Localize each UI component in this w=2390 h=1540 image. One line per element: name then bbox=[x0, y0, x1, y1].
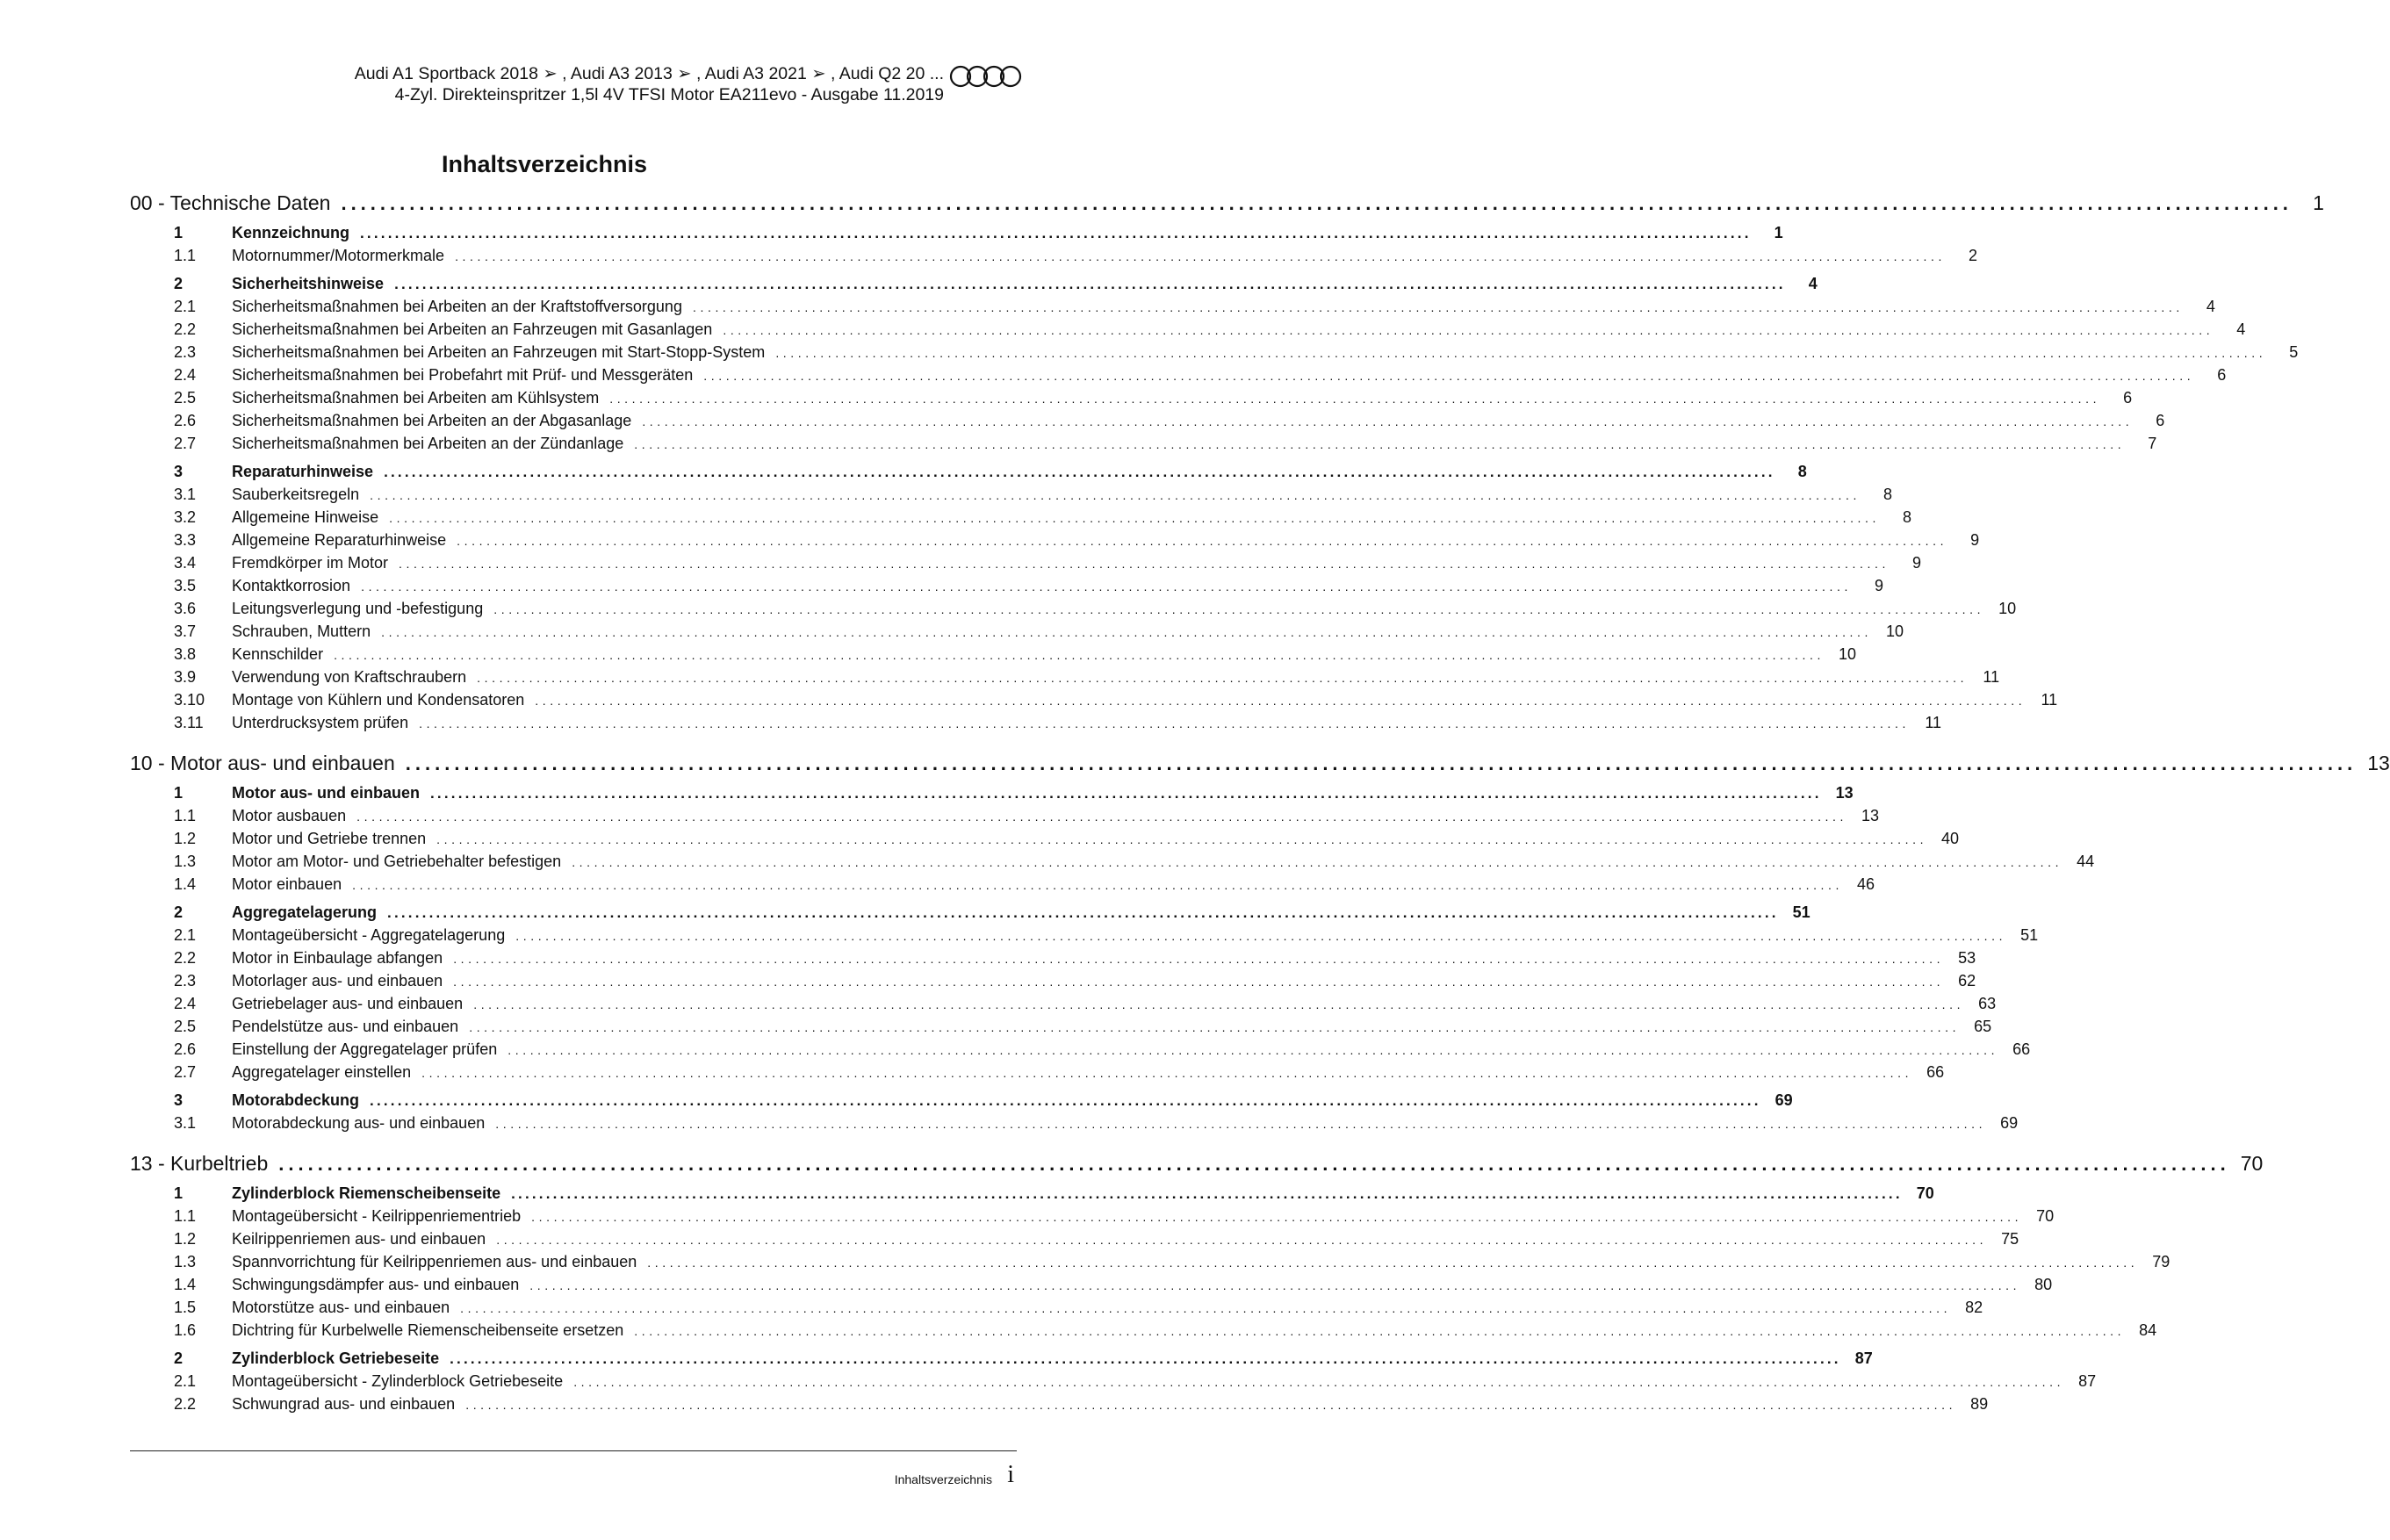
dot-leader: ........................................................................................................................................................................................................ bbox=[278, 1153, 2230, 1175]
toc-entry-label: Motornummer/Motormerkmale bbox=[232, 247, 445, 264]
toc-entry-label: Motorlager aus- und einbauen bbox=[232, 972, 443, 989]
toc-entry-sub[interactable] bbox=[130, 366, 2227, 385]
header-line-1: Audi A1 Sportback 2018 ➢ , Audi A3 2013 ➢ , Audi A3 2021 ➢ , Audi Q2 20 ... bbox=[354, 64, 944, 83]
dot-leader: ........................................................................................................................................................................................................ bbox=[421, 1066, 1913, 1080]
toc-entry-number: 1.2 bbox=[174, 1230, 197, 1248]
dot-leader: ........................................................................................................................................................................................................ bbox=[723, 323, 2214, 337]
toc-entry-page: 51 bbox=[2020, 926, 2039, 944]
toc-entry-label: Getriebelager aus- und einbauen bbox=[232, 995, 464, 1012]
toc-entry-section[interactable] bbox=[130, 784, 1854, 802]
toc-entry-label: Montageübersicht - Aggregatelagerung bbox=[232, 926, 506, 944]
toc-entry-number: 2.4 bbox=[174, 366, 197, 384]
toc-entry-sub[interactable] bbox=[130, 1040, 2031, 1059]
footer-label: Inhaltsverzeichnis bbox=[894, 1472, 992, 1486]
toc-entry-number: 1.1 bbox=[174, 1207, 197, 1225]
dot-leader: ........................................................................................................................................................................................................ bbox=[511, 1185, 1903, 1202]
dot-leader: ........................................................................................................................................................................................................ bbox=[430, 785, 1822, 802]
toc-entry-number: 2.7 bbox=[174, 435, 197, 452]
toc-entry-page: 1 bbox=[2313, 191, 2324, 214]
toc-entry-sub[interactable] bbox=[130, 691, 2058, 709]
dot-leader: ........................................................................................................................................................................................................ bbox=[457, 534, 1948, 548]
toc-entry-label: Fremdkörper im Motor bbox=[232, 554, 389, 572]
toc-entry-section[interactable] bbox=[130, 463, 1807, 481]
toc-entry-number: 1.3 bbox=[174, 853, 197, 870]
toc-entry-sub[interactable] bbox=[130, 645, 1856, 664]
toc-entry-label: Aggregatelager einstellen bbox=[232, 1063, 412, 1081]
toc-entry-chapter[interactable] bbox=[130, 191, 2324, 215]
toc-entry-label: Allgemeine Hinweise bbox=[232, 508, 379, 526]
toc-entry-label: Kennzeichnung bbox=[232, 224, 349, 241]
toc-entry-page: 9 bbox=[1875, 577, 1884, 594]
toc-entry-sub[interactable] bbox=[130, 714, 1942, 732]
toc-entry-sub[interactable] bbox=[130, 298, 2215, 316]
toc-entry-page: 84 bbox=[2139, 1321, 2157, 1339]
toc-entry-page: 4 bbox=[1808, 275, 1818, 292]
toc-entry-page: 70 bbox=[2036, 1207, 2055, 1225]
dot-leader: ........................................................................................................................................................................................................ bbox=[692, 300, 2184, 314]
toc-entry-page: 7 bbox=[2148, 435, 2157, 452]
toc-entry-page: 11 bbox=[1983, 668, 2000, 686]
toc-entry-label: Reparaturhinweise bbox=[232, 463, 374, 480]
toc-entry-label: Aggregatelagerung bbox=[232, 903, 378, 921]
toc-entry-sub[interactable] bbox=[130, 577, 1884, 595]
toc-entry-label: Kontaktkorrosion bbox=[232, 577, 351, 594]
toc-entry-label: Sicherheitshinweise bbox=[232, 275, 385, 292]
dot-leader: ........................................................................................................................................................................................................ bbox=[405, 752, 2358, 774]
toc-entry-label: Motor aus- und einbauen bbox=[232, 784, 420, 802]
toc-entry-number: 2.1 bbox=[174, 298, 197, 315]
toc-entry-number: 1 bbox=[174, 1184, 184, 1202]
dot-leader: ........................................................................................................................................................................................................ bbox=[436, 832, 1928, 846]
toc-entry-section[interactable] bbox=[130, 224, 1783, 242]
toc-entry-sub[interactable] bbox=[130, 343, 2299, 362]
toc-entry-number: 3.1 bbox=[174, 1114, 197, 1132]
toc-entry-number: 3.3 bbox=[174, 531, 197, 549]
header-line-2: 4-Zyl. Direkteinspritzer 1,5l 4V TFSI Motor EA211evo - Ausgabe 11.2019 bbox=[394, 85, 944, 104]
dot-leader: ........................................................................................................................................................................................................ bbox=[531, 1210, 2023, 1224]
dot-leader: ........................................................................................................................................................................................................ bbox=[334, 648, 1825, 662]
dot-leader: ........................................................................................................................................................................................................ bbox=[389, 511, 1881, 525]
toc-entry-number: 2.1 bbox=[174, 926, 197, 944]
toc-entry-sub[interactable] bbox=[130, 1372, 2097, 1391]
toc-entry-number: 1 bbox=[174, 224, 184, 241]
toc-entry-number: 1.4 bbox=[174, 875, 197, 893]
toc-entry-number: 1.6 bbox=[174, 1321, 197, 1339]
toc-entry-page: 46 bbox=[1857, 875, 1875, 893]
dot-leader: ........................................................................................................................................................................................................ bbox=[473, 997, 1965, 1011]
toc-entry-page: 8 bbox=[1883, 486, 1893, 503]
toc-entry-number: 3.7 bbox=[174, 622, 197, 640]
toc-entry-label: Montage von Kühlern und Kondensatoren bbox=[232, 691, 525, 709]
toc-entry-number: 1.1 bbox=[174, 807, 197, 824]
dot-leader: ........................................................................................................................................................................................................ bbox=[399, 557, 1890, 571]
toc-entry-page: 8 bbox=[1903, 508, 1912, 526]
toc-entry-label: Sicherheitsmaßnahmen bei Arbeiten an Fahrzeugen mit Gasanlagen bbox=[232, 320, 713, 338]
toc-entry-page: 4 bbox=[2236, 320, 2246, 338]
dot-leader: ........................................................................................................................................................................................................ bbox=[361, 579, 1853, 594]
toc-entry-label: Sicherheitsmaßnahmen bei Arbeiten am Kühlsystem bbox=[232, 389, 600, 407]
toc-entry-label: Motorstütze aus- und einbauen bbox=[232, 1299, 450, 1316]
toc-entry-sub[interactable] bbox=[130, 1207, 2055, 1226]
toc-entry-label: Sicherheitsmaßnahmen bei Arbeiten an Fahrzeugen mit Start-Stopp-System bbox=[232, 343, 766, 361]
toc-entry-sub[interactable] bbox=[130, 972, 1976, 990]
toc-entry-label: Spannvorrichtung für Keilrippenriemen aus- und einbauen bbox=[232, 1253, 637, 1270]
toc-entry-page: 62 bbox=[1958, 972, 1976, 989]
toc-entry-sub[interactable] bbox=[130, 247, 1977, 265]
toc-entry-page: 9 bbox=[1970, 531, 1980, 549]
toc-entry-number: 1 bbox=[174, 784, 184, 802]
toc-entry-page: 51 bbox=[1792, 903, 1810, 921]
toc-entry-section[interactable] bbox=[130, 275, 1818, 293]
toc-entry-number: 2 bbox=[174, 903, 184, 921]
toc-entry-section[interactable] bbox=[130, 1184, 1934, 1203]
toc-entry-page: 75 bbox=[2001, 1230, 2019, 1248]
dot-leader: ........................................................................................................................................................................................................ bbox=[352, 878, 1844, 892]
toc-entry-number: 1.3 bbox=[174, 1253, 197, 1270]
toc-entry-sub[interactable] bbox=[130, 486, 1893, 504]
dot-leader: ........................................................................................................................................................................................................ bbox=[370, 488, 1861, 502]
toc-entry-section[interactable] bbox=[130, 1349, 1873, 1368]
toc-entry-page: 65 bbox=[1974, 1018, 1992, 1035]
toc-entry-number: 3 bbox=[174, 1091, 184, 1109]
toc-entry-number: 2.6 bbox=[174, 412, 197, 429]
toc-entry-label: Kennschilder bbox=[232, 645, 324, 663]
toc-entry-sub[interactable] bbox=[130, 1321, 2157, 1340]
toc-entry-page: 89 bbox=[1970, 1395, 1989, 1413]
dot-leader: ........................................................................................................................................................................................................ bbox=[469, 1020, 1961, 1034]
toc-entry-sub[interactable] bbox=[130, 949, 1976, 968]
dot-leader: ........................................................................................................................................................................................................ bbox=[529, 1278, 2021, 1292]
toc-entry-label: 10 - Motor aus- und einbauen bbox=[130, 752, 395, 774]
toc-entry-sub[interactable] bbox=[130, 995, 1997, 1013]
dot-leader: ........................................................................................................................................................................................................ bbox=[356, 810, 1848, 824]
toc-entry-sub[interactable] bbox=[130, 412, 2165, 430]
toc-entry-page: 5 bbox=[2289, 343, 2299, 361]
toc-entry-label: Dichtring für Kurbelwelle Riemenscheibenseite ersetzen bbox=[232, 1321, 624, 1339]
toc-entry-sub[interactable] bbox=[130, 1063, 1945, 1082]
dot-leader: ........................................................................................................................................................................................................ bbox=[535, 694, 2026, 708]
toc-entry-label: Sicherheitsmaßnahmen bei Probefahrt mit Prüf- und Messgeräten bbox=[232, 366, 694, 384]
toc-entry-label: Unterdrucksystem prüfen bbox=[232, 714, 409, 731]
toc-entry-sub[interactable] bbox=[130, 1230, 2019, 1249]
toc-entry-sub[interactable] bbox=[130, 435, 2157, 453]
toc-entry-page: 4 bbox=[2206, 298, 2215, 315]
dot-leader: ........................................................................................................................................................................................................ bbox=[384, 464, 1775, 480]
toc-entry-page: 63 bbox=[1978, 995, 1997, 1012]
dot-leader: ........................................................................................................................................................................................................ bbox=[496, 1233, 1988, 1247]
dot-leader: ........................................................................................................................................................................................................ bbox=[508, 1043, 1999, 1057]
toc-entry-number: 2 bbox=[174, 1349, 184, 1367]
toc-entry-label: Einstellung der Aggregatelager prüfen bbox=[232, 1040, 498, 1058]
toc-entry-number: 3.8 bbox=[174, 645, 197, 663]
toc-entry-label: Montageübersicht - Zylinderblock Getriebeseite bbox=[232, 1372, 564, 1390]
footer-page-number: i bbox=[1007, 1461, 1014, 1488]
toc-entry-sub[interactable] bbox=[130, 1018, 1992, 1036]
toc-entry-page: 40 bbox=[1941, 830, 1960, 847]
toc-entry-sub[interactable] bbox=[130, 926, 2039, 945]
toc-entry-number: 3.6 bbox=[174, 600, 197, 617]
toc-entry-sub[interactable] bbox=[130, 875, 1875, 894]
dot-leader: ........................................................................................................................................................................................................ bbox=[703, 369, 2195, 383]
toc-entry-label: Montageübersicht - Keilrippenriementrieb bbox=[232, 1207, 522, 1225]
toc-entry-page: 10 bbox=[1838, 645, 1856, 663]
toc-entry-label: Schrauben, Muttern bbox=[232, 622, 371, 640]
toc-entry-page: 11 bbox=[1925, 714, 1942, 731]
toc-entry-chapter[interactable] bbox=[130, 1152, 2264, 1176]
toc-entry-page: 13 bbox=[2367, 752, 2390, 774]
toc-entry-label: Zylinderblock Getriebeseite bbox=[232, 1349, 440, 1367]
toc-entry-sub[interactable] bbox=[130, 508, 1912, 527]
toc-entry-label: 13 - Kurbeltrieb bbox=[130, 1152, 269, 1175]
dot-leader: ........................................................................................................................................................................................................ bbox=[453, 975, 1945, 989]
toc-entry-page: 66 bbox=[1926, 1063, 1945, 1081]
toc-entry-number: 2.4 bbox=[174, 995, 197, 1012]
toc-entry-number: 2.5 bbox=[174, 1018, 197, 1035]
dot-leader: ........................................................................................................................................................................................................ bbox=[642, 414, 2134, 428]
dot-leader: ........................................................................................................................................................................................................ bbox=[360, 225, 1752, 241]
dot-leader: ........................................................................................................................................................................................................ bbox=[609, 392, 2101, 406]
toc-entry-label: Motor am Motor- und Getriebehalter befestigen bbox=[232, 853, 562, 870]
dot-leader: ........................................................................................................................................................................................................ bbox=[453, 952, 1945, 966]
toc-entry-label: 00 - Technische Daten bbox=[130, 191, 331, 214]
toc-entry-page: 82 bbox=[1965, 1299, 1983, 1316]
toc-entry-sub[interactable] bbox=[130, 1395, 1989, 1414]
toc-entry-label: Motorabdeckung aus- und einbauen bbox=[232, 1114, 486, 1132]
toc-entry-label: Motor ausbauen bbox=[232, 807, 347, 824]
toc-entry-number: 2.7 bbox=[174, 1063, 197, 1081]
toc-entry-page: 44 bbox=[2077, 853, 2095, 870]
toc-entry-label: Motor in Einbaulage abfangen bbox=[232, 949, 443, 967]
footer-divider bbox=[130, 1450, 1017, 1451]
toc-entry-page: 69 bbox=[2000, 1114, 2019, 1132]
toc-entry-sub[interactable] bbox=[130, 1276, 2053, 1294]
toc-entry-sub[interactable] bbox=[130, 807, 1880, 825]
toc-entry-number: 2 bbox=[174, 275, 184, 292]
toc-entry-label: Leitungsverlegung und -befestigung bbox=[232, 600, 484, 617]
dot-leader: ........................................................................................................................................................................................................ bbox=[387, 904, 1779, 921]
toc-entry-number: 2.3 bbox=[174, 343, 197, 361]
toc-entry-page: 2 bbox=[1968, 247, 1977, 264]
toc-entry-page: 87 bbox=[2078, 1372, 2097, 1390]
toc-entry-page: 10 bbox=[1998, 600, 2017, 617]
toc-entry-section[interactable] bbox=[130, 903, 1810, 922]
toc-entry-sub[interactable] bbox=[130, 531, 1980, 550]
toc-entry-page: 79 bbox=[2152, 1253, 2170, 1270]
dot-leader: ........................................................................................................................................................................................................ bbox=[493, 602, 1985, 616]
toc-entry-page: 53 bbox=[1958, 949, 1976, 967]
toc-entry-label: Zylinderblock Riemenscheibenseite bbox=[232, 1184, 501, 1202]
toc-entry-sub[interactable] bbox=[130, 320, 2246, 339]
toc-entry-page: 70 bbox=[1916, 1184, 1934, 1202]
dot-leader: ........................................................................................................................................................................................................ bbox=[647, 1256, 2139, 1270]
toc-entry-label: Sicherheitsmaßnahmen bei Arbeiten an der Abgasanlage bbox=[232, 412, 632, 429]
toc-entry-number: 3.1 bbox=[174, 486, 197, 503]
dot-leader: ........................................................................................................................................................................................................ bbox=[381, 625, 1873, 639]
toc-entry-sub[interactable] bbox=[130, 830, 1960, 848]
toc-entry-label: Schwungrad aus- und einbauen bbox=[232, 1395, 456, 1413]
toc-entry-page: 6 bbox=[2217, 366, 2227, 384]
toc-entry-sub[interactable] bbox=[130, 853, 2095, 871]
dot-leader: ........................................................................................................................................................................................................ bbox=[455, 249, 1946, 263]
toc-entry-sub[interactable] bbox=[130, 1299, 1983, 1317]
dot-leader: ........................................................................................................................................................................................................ bbox=[572, 855, 2063, 869]
toc-entry-label: Pendelstütze aus- und einbauen bbox=[232, 1018, 459, 1035]
toc-entry-label: Sauberkeitsregeln bbox=[232, 486, 360, 503]
toc-entry-number: 3 bbox=[174, 463, 184, 480]
dot-leader: ........................................................................................................................................................................................................ bbox=[775, 346, 2267, 360]
toc-entry-label: Motorabdeckung bbox=[232, 1091, 360, 1109]
toc-entry-number: 2.6 bbox=[174, 1040, 197, 1058]
toc-entry-number: 2.5 bbox=[174, 389, 197, 407]
toc-entry-page: 6 bbox=[2123, 389, 2133, 407]
toc-entry-label: Schwingungsdämpfer aus- und einbauen bbox=[232, 1276, 520, 1293]
toc-entry-number: 3.9 bbox=[174, 668, 197, 686]
toc-entry-label: Allgemeine Reparaturhinweise bbox=[232, 531, 447, 549]
toc-entry-page: 69 bbox=[1775, 1091, 1793, 1109]
toc-entry-number: 3.4 bbox=[174, 554, 197, 572]
toc-entry-number: 3.2 bbox=[174, 508, 197, 526]
toc-entry-page: 1 bbox=[1774, 224, 1783, 241]
dot-leader: ........................................................................................................................................................................................................ bbox=[341, 192, 2293, 214]
dot-leader: ........................................................................................................................................................................................................ bbox=[634, 437, 2126, 451]
toc-entry-sub[interactable] bbox=[130, 600, 2017, 618]
toc-entry-sub[interactable] bbox=[130, 1253, 2170, 1271]
dot-leader: ........................................................................................................................................................................................................ bbox=[573, 1375, 2065, 1389]
dot-leader: ........................................................................................................................................................................................................ bbox=[460, 1301, 1952, 1315]
dot-leader: ........................................................................................................................................................................................................ bbox=[495, 1117, 1987, 1131]
toc-entry-page: 10 bbox=[1886, 622, 1904, 640]
toc-entry-sub[interactable] bbox=[130, 389, 2133, 407]
dot-leader: ........................................................................................................................................................................................................ bbox=[450, 1350, 1841, 1367]
toc-entry-page: 6 bbox=[2156, 412, 2165, 429]
dot-leader: ........................................................................................................................................................................................................ bbox=[477, 671, 1969, 685]
dot-leader: ........................................................................................................................................................................................................ bbox=[394, 276, 1786, 292]
page-header bbox=[263, 61, 1023, 114]
toc-entry-number: 2.3 bbox=[174, 972, 197, 989]
toc-entry-page: 9 bbox=[1911, 554, 1921, 572]
page-title: Inhaltsverzeichnis bbox=[441, 151, 648, 177]
toc-entry-number: 1.2 bbox=[174, 830, 197, 847]
toc-entry-label: Sicherheitsmaßnahmen bei Arbeiten an der Kraftstoffversorgung bbox=[232, 298, 682, 315]
toc-entry-number: 1.1 bbox=[174, 247, 197, 264]
toc-entry-label: Sicherheitsmaßnahmen bei Arbeiten an der Zündanlage bbox=[232, 435, 624, 452]
toc-entry-number: 1.4 bbox=[174, 1276, 197, 1293]
toc-entry-page: 11 bbox=[2041, 691, 2058, 709]
dot-leader: ........................................................................................................................................................................................................ bbox=[465, 1398, 1957, 1412]
toc-entry-label: Verwendung von Kraftschraubern bbox=[232, 668, 467, 686]
toc-entry-page: 8 bbox=[1797, 463, 1807, 480]
toc-entry-number: 2.2 bbox=[174, 1395, 197, 1413]
dot-leader: ........................................................................................................................................................................................................ bbox=[370, 1092, 1761, 1109]
toc-entry-number: 2.1 bbox=[174, 1372, 197, 1390]
toc-entry-number: 1.5 bbox=[174, 1299, 197, 1316]
toc-entry-sub[interactable] bbox=[130, 622, 1904, 641]
toc-entry-section[interactable] bbox=[130, 1091, 1793, 1110]
dot-leader: ........................................................................................................................................................................................................ bbox=[419, 716, 1911, 730]
toc-entry-number: 2.2 bbox=[174, 949, 197, 967]
toc-entry-chapter[interactable] bbox=[130, 752, 2390, 775]
toc-entry-number: 3.11 bbox=[174, 714, 204, 731]
toc-entry-label: Motor einbauen bbox=[232, 875, 342, 893]
toc-entry-label: Motor und Getriebe trennen bbox=[232, 830, 427, 847]
toc-entry-number: 3.5 bbox=[174, 577, 197, 594]
header-text bbox=[355, 63, 944, 105]
dot-leader: ........................................................................................................................................................................................................ bbox=[515, 929, 2007, 943]
toc-entry-sub[interactable] bbox=[130, 668, 2000, 687]
toc-entry-sub[interactable] bbox=[130, 1114, 2019, 1133]
dot-leader: ........................................................................................................................................................................................................ bbox=[634, 1324, 2126, 1338]
toc-entry-label: Keilrippenriemen aus- und einbauen bbox=[232, 1230, 486, 1248]
toc-entry-page: 13 bbox=[1835, 784, 1854, 802]
toc-entry-page: 87 bbox=[1854, 1349, 1873, 1367]
toc-entry-page: 66 bbox=[2012, 1040, 2031, 1058]
audi-rings-logo-icon bbox=[949, 65, 1023, 88]
toc-entry-sub[interactable] bbox=[130, 554, 1921, 572]
toc-entry-page: 80 bbox=[2034, 1276, 2053, 1293]
toc-entry-page: 70 bbox=[2240, 1152, 2264, 1175]
toc-entry-page: 13 bbox=[1861, 807, 1880, 824]
toc-entry-number: 2.2 bbox=[174, 320, 197, 338]
toc-entry-number: 3.10 bbox=[174, 691, 205, 709]
